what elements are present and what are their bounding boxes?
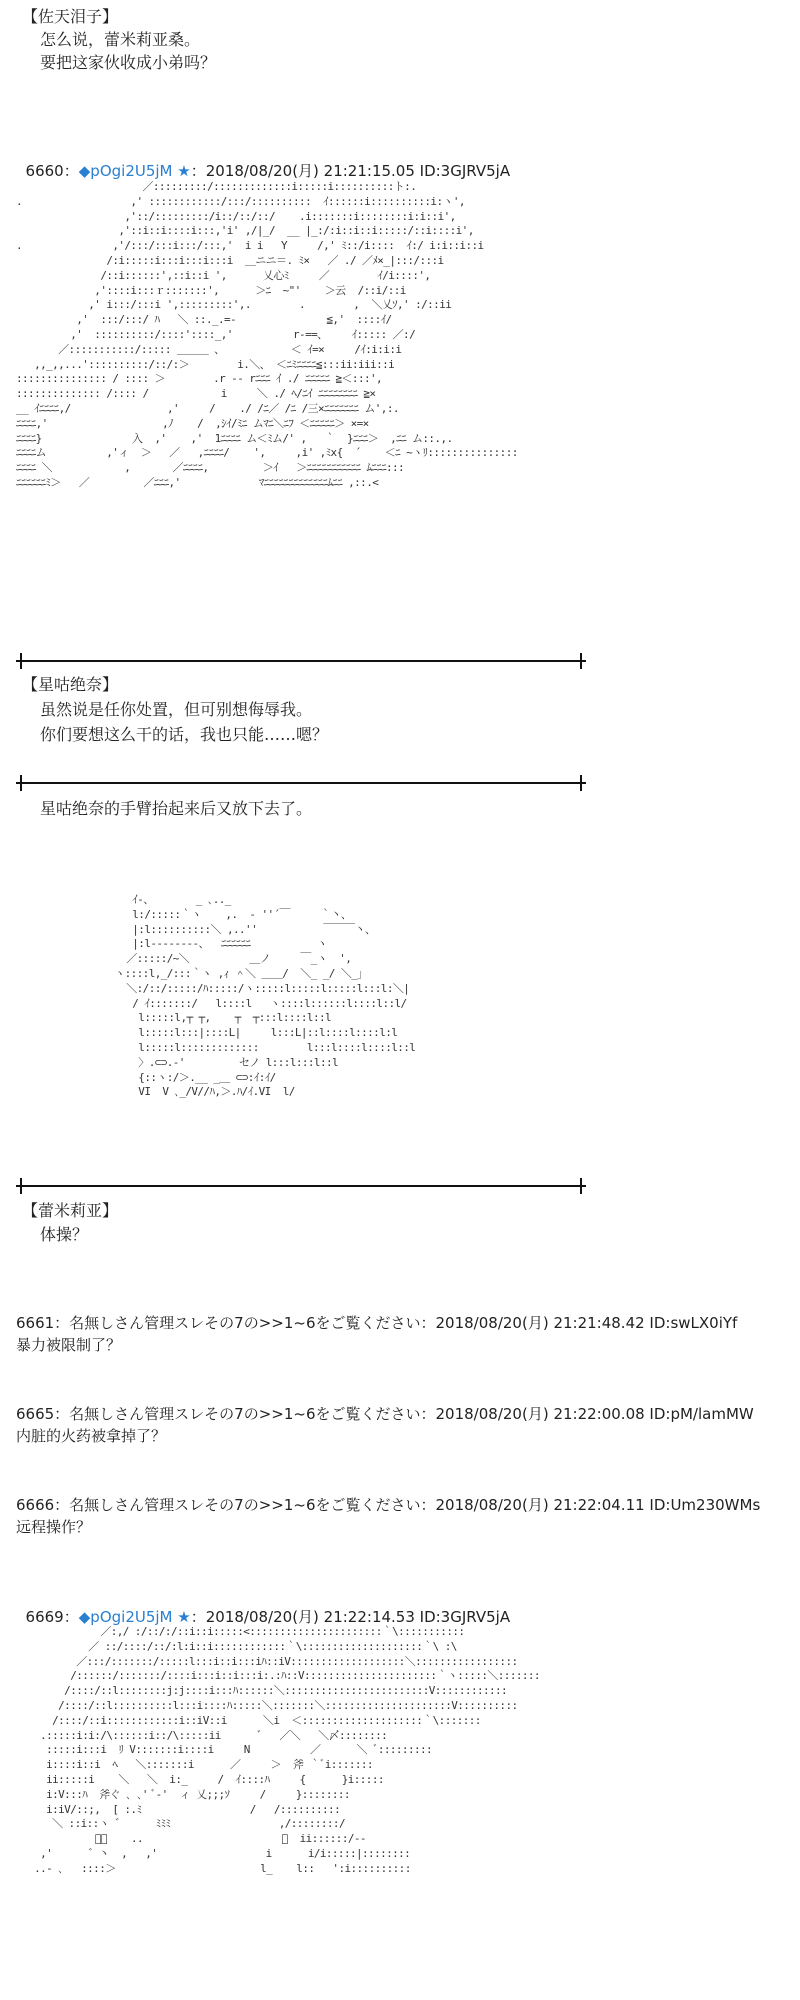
speaker-label-saten: 【佐天泪子】 [22, 7, 119, 26]
post-header-6666: 6666：名無しさん管理スレその7の>>1~6をご覧ください：2018/08/20(月) 21:22:04.11 ID:Um230WMs [16, 1496, 761, 1514]
post-header-6661: 6661：名無しさん管理スレその7の>>1~6をご覧ください：2018/08/20(月) 21:21:48.42 ID:swLX0iYf [16, 1314, 738, 1332]
narration-line: 星咕绝奈的手臂抬起来后又放下去了。 [40, 799, 313, 818]
post-number[interactable]: 6660 [25, 162, 64, 180]
dialogue-line: 怎么说，蕾米莉亚桑。 [40, 30, 201, 49]
divider-cross-icon [20, 653, 22, 669]
scene-divider [16, 782, 586, 784]
post-meta: ：2018/08/20(月) 21:22:14.53 ID:3GJRV5jA [190, 1608, 511, 1626]
post-header-6660 [16, 142, 510, 181]
speaker-label-hoshiguma: 【星咕绝奈】 [22, 675, 119, 694]
post-sep: ： [63, 162, 79, 180]
dialogue-line: 要把这家伙收成小弟吗？ [40, 53, 217, 72]
dialogue-line: 体操？ [40, 1225, 89, 1244]
post-number[interactable]: 6669 [25, 1608, 64, 1626]
divider-cross-icon [20, 1178, 22, 1194]
divider-cross-icon [580, 1178, 582, 1194]
star-icon: ★ [177, 162, 191, 180]
dialogue-line: 你们要想这么干的话，我也只能……嗯？ [40, 725, 329, 744]
post-header-6669 [16, 1588, 510, 1627]
trip-diamond-icon: ◆ [78, 1608, 91, 1626]
star-icon: ★ [177, 1608, 191, 1626]
divider-cross-icon [580, 653, 582, 669]
post-sep: ： [63, 1608, 79, 1626]
trip-diamond-icon: ◆ [78, 162, 91, 180]
trip-code[interactable]: pOgi2U5jM [90, 1608, 173, 1626]
speaker-label-remilia: 【蕾米莉亚】 [22, 1201, 119, 1220]
dialogue-line: 虽然说是任你处置，但可别想侮辱我。 [40, 700, 313, 719]
trip-code[interactable]: pOgi2U5jM [90, 162, 173, 180]
ascii-art-hoshiguma: ／:::::::::/:::::::::::::i:::::i::::::::::ト:. . ,' ::::::::::::/:::/:::::::::: ｲ::::::i::::::::::i:ヽ', ,'::/:::::::::/i::/::/::/ .i:::::::i::::::::i:i::i', ,'::i::i::::i:::,'i' ,/|_/ __ |_:/:i::i::i:::::/::i::::i', . ,'/:::/:::i:::/:::,' i i Y /,' ﾐ::/i:::: ｲ:/ i:i::i::i /:i:::::i:::i:::i:::i ＿ニニ＝. ﾐ× ／ ./ ／ﾒ×_|:::/:::i /::i::::::',::i::i ', 乂心ﾐ ／ ｲ/i::::', ,'::::i:::ｒ:::::::', ＞ﾆ ~"' ＞云 /::i/::i ,' i:::/:::i ',:::::::::',. . , ＼乂ｿ,' :/::ii ,' :::/:::/ ﾊ ＼ ::._.=- ≦,' ::::ｲ/ ,' ::::::::::/::::'::::_,' r‐==、 ｲ::::: ／:/ ／:::::::::::/::::: ＿＿＿ 、 ＜ ｲ=× /ｲ:i:i:i ,,_,,...'::::::::::/::/:＞ i.＼、 ＜ﾆﾐﾆﾆﾆﾆ≦:::ii:iii::i ::::::::::::::: / :::: ＞ .r ‐‐ rﾆﾆﾆ ｲ ./ ﾆﾆﾆﾆﾆ ≧＜:::', :::::::::::::: /:::: / i ＼ ./ ﾍ/ﾆｲ ﾆﾆﾆﾆﾆﾆﾆﾆ ≧× __ ｲﾆﾆﾆﾆ,/ ,' / ./ /ﾆ／ /ﾆ /三×ﾆﾆﾆﾆﾆﾆﾆ ム',:. ﾆﾆﾆﾆ,' ,ﾉ / ,ｼｲ/ﾐﾆ ムﾏﾆ＼ﾆﾌ ＜ﾆﾆﾆﾆﾆ＞ ×=× ﾆﾆﾆﾆ} 入 ,' ,' 1ﾆﾆﾆﾆ ム＜ﾐム/' , ｀ }ﾆﾆﾆ＞ ,ﾆﾆ ム::.,. ﾆﾆﾆﾆム ,'ィ ＞ ／ ,ﾆﾆﾆﾆ/ ', ,i' ,ﾐx{ ´ ＜ﾆ ~ヽﾘ::::::::::::::: ﾆﾆﾆﾆ ＼ , ／ﾆﾆﾆﾆ, ＞ｲ ＞ﾆﾆﾆﾆﾆﾆﾆﾆﾆﾆﾆ ﾑﾆﾆﾆ::: ﾆﾆﾆﾆﾆﾆﾐ＞ ／ ／ﾆﾆﾆ,' ﾏﾆﾆﾆﾆﾆﾆﾆﾆﾆﾆﾆﾆﾆﾑﾆﾆ ,::.< [16, 180, 518, 489]
ascii-art-character: ／:,/ :/::/:/::i::i:::::<::::::::::::::::::::::｀\::::::::::: ／ ::/::::/::/:l:i::i::::::::::::｀\::::::::::::::::::::｀\ :\ ／:::/:::::::/:::::l:::i::i:::iﾊ::iV:::::::::::::::::::＼::::::::::::::::: /::::::/:::::::/::::i:::i::i:::i:.:ﾊ::V::::::::::::::::::::::｀ヽ:::::＼::::::: /::::/::l::::::::j:j::::i:::ﾊ::::::＼::::::::::::::::::::::::V:::::::::::: /::::/::l::::::::::l:::i::::ﾊ:::::＼:::::::＼:::::::::::::::::::::V:::::::::: /::::/::i::::::::::::i::iV::i ＼i ＜::::::::::::::::::::｀\::::::: .:::::i:i:/\::::::i::/\:::::ii ゛ ／＼ ＼〆:::::::: :::::i:::i ﾘ V:::::::i::::i N ／ ＼ ﾞ::::::::: i::::i::i ﾍ ＼:::::::i ／ ＞ 斧 ｀ﾞi::::::: ii:::::i ＼ ＼ i:_ / ｲ::::ﾊ { }i::::: i:V:::ﾊ 斧ぐ ､ ､' ﾞ‐' ィ 乂;;;ｿ / }:::::::: i:iV/::;, [ :.ﾐ / /:::::::::: ＼ ::i::ヽ ゛ ﾐﾐﾐ ,/::::::::/ ﾞ、 .. ／ ii::::::/‐‐ ,' ゛丶 , ,' i i/i:::::|:::::::: ..‐ ､ ::::＞ l_ l:: ':i:::::::::: [34, 1625, 540, 1875]
scene-divider [16, 660, 586, 662]
ascii-art-remilia: ｲ‐、 _ ､.._ l:/:::::｀ヽ ,. ‐ ''´￣ ｀丶、 |:l::::::::::＼ ,..'' ￣￣￣丶、 |:l‐‐‐‐‐‐‐-、 ﾆﾆﾆﾆﾆﾆ ヽ ／:::::/~＼ ＿ノ ￣_ヽ ', ヽ::::l,_/:::｀ヽ ,ｨ ＾＼ ＿＿/ ＼_ _/ ＼_｣ ＼:/::/:::::/ﾊ:::::/ヽ:::::l:::::l:::::l:::l:＼| / ｲ:::::::/ l::::l ヽ::::l::::::l::::l::l/ l:::::l,┬ ┬, ┬ ┬:::l::::l::l l:::::l:::|::::L| l:::L|::l::::l::::l:l l:::::l::::::::::::: l:::l::::l::::l::l 〉.⊂⊃.-' セノ l:::l:::l::l {::ヽ:/＞.__ _＿ ⊂⊃:ｲ:ｲ/ VI V ､_/V//ﾊ,＞.ﾊ/ｲ.VI l/ [114, 893, 416, 1099]
divider-cross-icon [20, 775, 22, 791]
post-header-6665: 6665：名無しさん管理スレその7の>>1~6をご覧ください：2018/08/20(月) 21:22:00.08 ID:pM/lamMW [16, 1405, 754, 1423]
divider-cross-icon [580, 775, 582, 791]
post-body: 远程操作？ [16, 1518, 92, 1536]
scene-divider [16, 1185, 586, 1187]
post-body: 内脏的火药被拿掉了？ [16, 1427, 167, 1445]
post-meta: ：2018/08/20(月) 21:21:15.05 ID:3GJRV5jA [190, 162, 511, 180]
post-body: 暴力被限制了？ [16, 1336, 122, 1354]
